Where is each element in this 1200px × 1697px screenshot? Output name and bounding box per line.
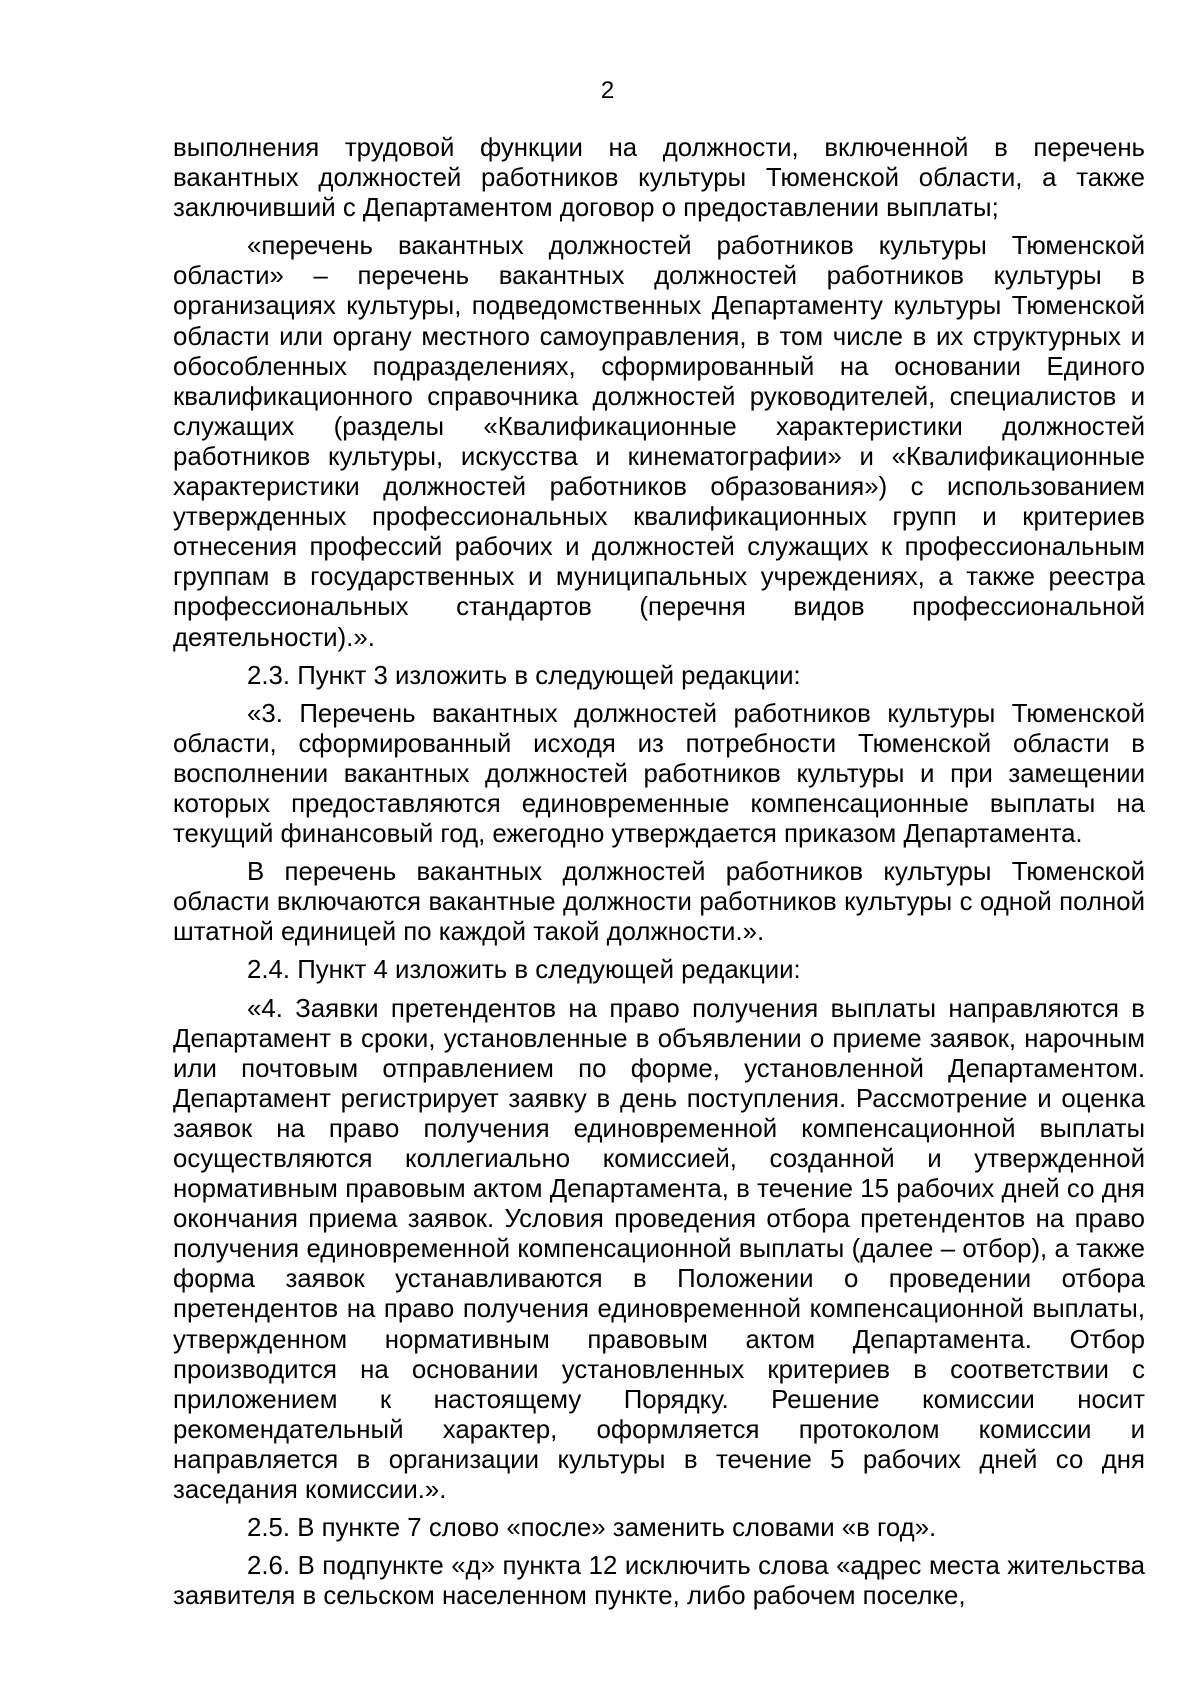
paragraph-point-3-text: «3. Перечень вакантных должностей работников культуры Тюменской области, сформированный исходя из потребности Тюменской области в восполнении вакантных должностей работников культуры и при замещении которых предоставляются единовременные компенсационные выплаты на текущий финансовый год, ежегодно утверждается приказом Департамента. bbox=[173, 699, 1145, 849]
page-number: 2 bbox=[600, 77, 615, 104]
paragraph-clause-2-3: 2.3. Пункт 3 изложить в следующей редакции: bbox=[247, 661, 801, 690]
paragraph-clause-2-6: 2.6. В подпункте «д» пункта 12 исключить слова «адрес места жительства заявителя в сельском населенном пункте, либо рабочем поселке, bbox=[173, 1552, 1145, 1611]
paragraph-point-3-list-note: В перечень вакантных должностей работников культуры Тюменской области включаются вакантные должности работников культуры с одной полной штатной единицей по каждой такой должности.». bbox=[173, 858, 1145, 947]
paragraph-clause-2-4: 2.4. Пункт 4 изложить в следующей редакции: bbox=[247, 956, 801, 985]
document-body bbox=[173, 133, 1145, 1619]
paragraph-clause-2-5: 2.5. В пункте 7 слово «после» заменить словами «в год». bbox=[247, 1514, 937, 1543]
paragraph-point-4-text: «4. Заявки претендентов на право получения выплаты направляются в Департамент в сроки, установленные в объявлении о приеме заявок, нарочным или почтовым отправлением по форме, установленной Департаментом. Департамент регистрирует заявку в день поступления. Рассмотрение и оценка заявок на право получения единовременной компенсационной выплаты осуществляются коллегиально комиссией, созданной и утвержденной нормативным правовым актом Департамента, в течение 15 рабочих дней со дня окончания приема заявок. Условия проведения отбора претендентов на право получения единовременной компенсационной выплаты (далее – отбор), а также форма заявок устанавливаются в Положении о проведении отбора претендентов на право получения единовременной компенсационной выплаты, утвержденном нормативным правовым актом Департамента. Отбор производится на основании установленных критериев в соответствии с приложением к настоящему Порядку. Решение комиссии носит рекомендательный характер, оформляется протоколом комиссии и направляется в организации культуры в течение 5 рабочих дней со дня заседания комиссии.». bbox=[173, 994, 1145, 1505]
paragraph-continuation: выполнения трудовой функции на должности, включенной в перечень вакантных должностей работников культуры Тюменской области, а также заключивший с Департаментом договор о предоставлении выплаты; bbox=[173, 134, 1145, 223]
paragraph-definition: «перечень вакантных должностей работников культуры Тюменской области» – перечень вакантных должностей работников культуры в организациях культуры, подведомственных Департаменту культуры Тюменской области или органу местного самоуправления, в том числе в их структурных и обособленных подразделениях, сформированный на основании Единого квалификационного справочника должностей руководителей, специалистов и служащих (разделы «Квалификационные характеристики должностей работников культуры, искусства и кинематографии» и «Квалификационные характеристики должностей работников образования») с использованием утвержденных профессиональных квалификационных групп и критериев отнесения профессий рабочих и должностей служащих к профессиональным группам в государственных и муниципальных учреждениях, а также реестра профессиональных стандартов (перечня видов профессиональной деятельности).». bbox=[173, 232, 1145, 652]
